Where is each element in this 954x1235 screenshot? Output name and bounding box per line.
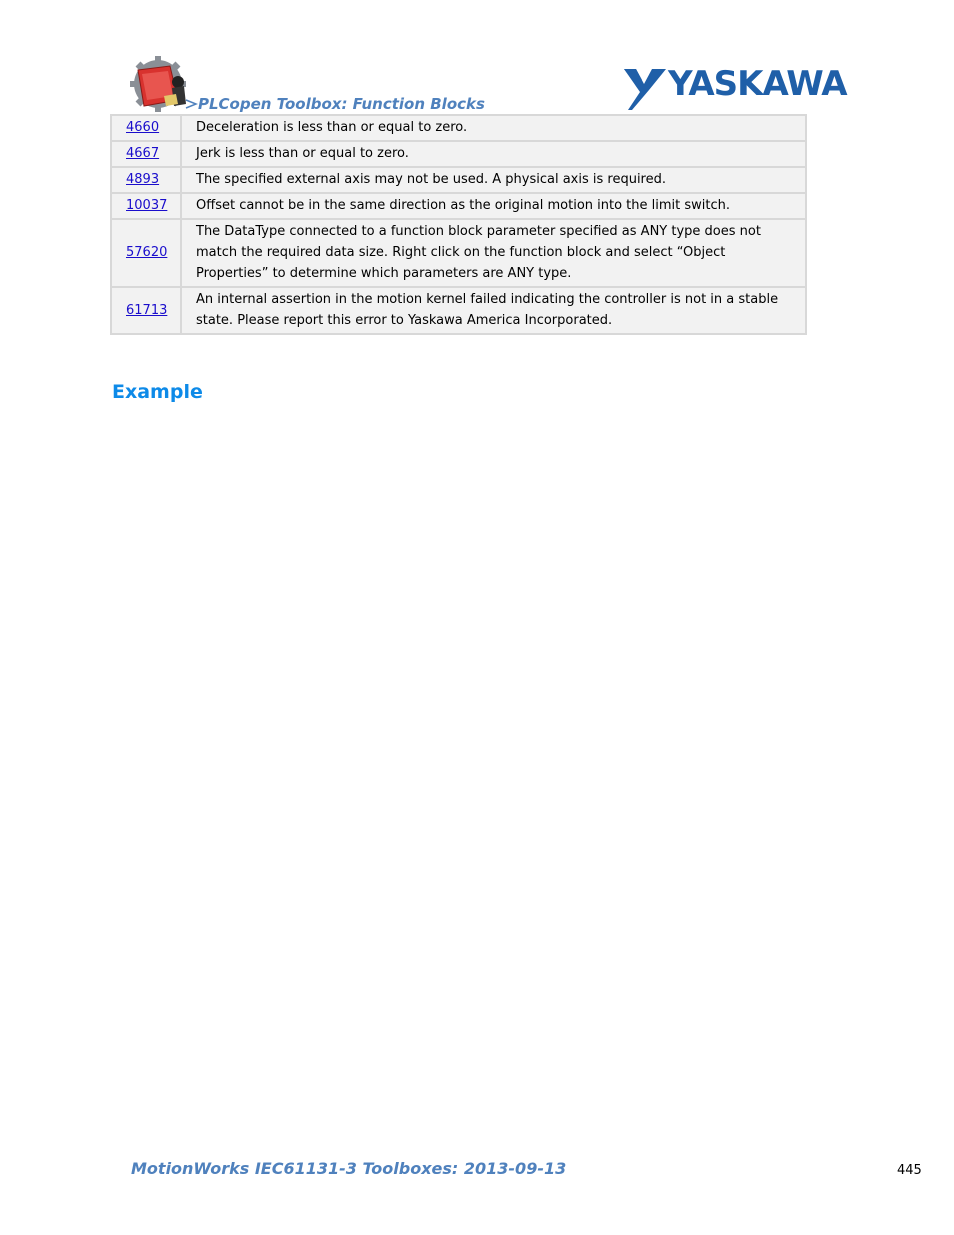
brand-name: YASKAWA [668, 64, 847, 104]
error-code-cell [111, 219, 181, 287]
error-description: Jerk is less than or equal to zero. [181, 141, 806, 167]
header-title: PLCopen Toolbox: Function Blocks [198, 95, 485, 113]
table-row [111, 287, 806, 334]
section-heading: Example [112, 381, 203, 403]
error-code-cell [111, 167, 181, 193]
error-description: The DataType connected to a function block parameter specified as ANY type does not match the required data size. Right click on the function block and select “Object Properties” to determine which parameters are ANY type. [181, 219, 806, 287]
page-number: 445 [897, 1163, 922, 1178]
table-row [111, 193, 806, 219]
error-code-link[interactable]: 4660 [126, 120, 160, 135]
error-description: Offset cannot be in the same direction as the original motion into the limit switch. [181, 193, 806, 219]
error-code-link[interactable]: 4667 [126, 146, 160, 161]
error-code-cell [111, 115, 181, 141]
error-description: Deceleration is less than or equal to zero. [181, 115, 806, 141]
yaskawa-logo-icon [622, 64, 847, 112]
error-code-cell [111, 287, 181, 334]
error-code-link[interactable]: 10037 [126, 198, 168, 213]
plcopen-toolbox-logo-icon [128, 56, 198, 112]
error-code-link[interactable]: 57620 [126, 245, 168, 260]
error-code-table [110, 114, 807, 335]
table-row [111, 167, 806, 193]
table-row [111, 141, 806, 167]
footer-title: MotionWorks IEC61131-3 Toolboxes: 2013-09-13 [131, 1159, 567, 1178]
table-row [111, 219, 806, 287]
table-row [111, 115, 806, 141]
error-code-link[interactable]: 61713 [126, 302, 168, 318]
error-code-cell [111, 193, 181, 219]
error-description: The specified external axis may not be used. A physical axis is required. [181, 167, 806, 193]
error-code-cell [111, 141, 181, 167]
error-description: An internal assertion in the motion kernel failed indicating the controller is not in a stable state. Please report this error to Yaskawa America Incorporated. [181, 287, 806, 334]
error-code-link[interactable]: 4893 [126, 172, 160, 187]
